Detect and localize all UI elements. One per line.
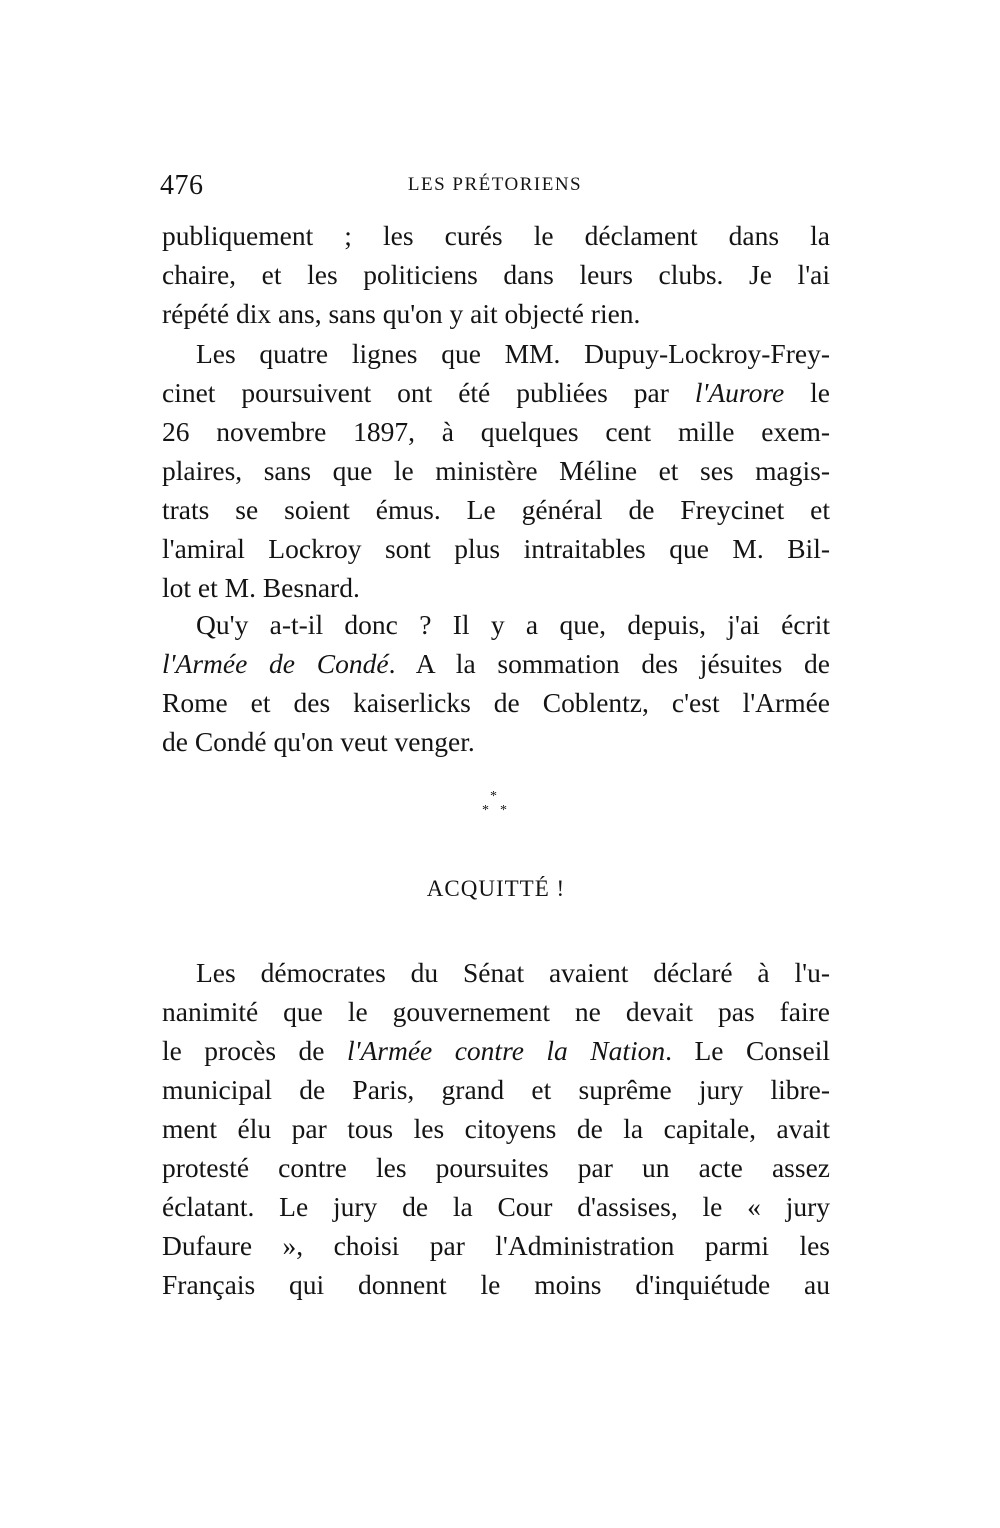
text-line: lot et M. Besnard. xyxy=(162,572,360,603)
paragraph-1 xyxy=(162,216,830,333)
running-title: LES PRÉTORIENS xyxy=(407,174,583,195)
text-line: chaire, et les politiciens dans leurs clubs. Je l'ai xyxy=(162,259,830,290)
text-line: Dufaure », choisi par l'Administration parmi les xyxy=(162,1230,830,1261)
text-line: 26 novembre 1897, à quelques cent mille exem- xyxy=(162,416,830,447)
text-fragment: . A la sommation des jésuites de xyxy=(388,648,831,679)
text-line: Rome et des kaiserlicks de Coblentz, c'est l'Armée xyxy=(162,687,830,718)
paragraph-3 xyxy=(162,605,830,761)
asterisk: * xyxy=(490,789,497,804)
asterisk: * xyxy=(500,803,507,818)
text-line: répété dix ans, sans qu'on y ait objecté rien. xyxy=(162,298,641,329)
italic-title: l'Armée contre la Nation xyxy=(346,1035,666,1066)
text-line xyxy=(162,1031,830,1070)
text-fragment: cinet poursuivent ont été publiées par xyxy=(162,377,695,408)
text-line: publiquement ; les curés le déclament dans la xyxy=(162,220,830,251)
text-line: trats se soient émus. Le général de Freycinet et xyxy=(162,494,830,525)
text-line: Qu'y a-t-il donc ? Il y a que, depuis, j'ai écrit xyxy=(196,609,830,640)
asterism-separator xyxy=(478,790,518,826)
text-line: de Condé qu'on veut venger. xyxy=(162,726,475,757)
text-line xyxy=(162,373,830,412)
text-fragment: le procès de xyxy=(162,1035,347,1066)
text-line: plaires, sans que le ministère Méline et ses magis- xyxy=(162,455,830,486)
italic-title: l'Aurore xyxy=(694,377,785,408)
text-line: l'amiral Lockroy sont plus intraitables que M. Bil- xyxy=(162,533,830,564)
paragraph-2 xyxy=(162,334,830,607)
text-line: municipal de Paris, grand et suprême jury libre- xyxy=(162,1074,830,1105)
text-line: nanimité que le gouvernement ne devait pas faire xyxy=(162,996,830,1027)
section-title: ACQUITTÉ ! xyxy=(426,876,566,901)
text-line: protesté contre les poursuites par un acte assez xyxy=(162,1152,830,1183)
text-line: ment élu par tous les citoyens de la capitale, avait xyxy=(162,1113,830,1144)
italic-title: l'Armée de Condé xyxy=(162,648,389,679)
text-line: Les démocrates du Sénat avaient déclaré à l'u- xyxy=(196,957,830,988)
text-line xyxy=(162,644,830,683)
text-fragment: . Le Conseil xyxy=(665,1035,830,1066)
text-fragment: le xyxy=(784,377,830,408)
page-number: 476 xyxy=(160,170,204,201)
page-header xyxy=(160,170,830,200)
text-line: éclatant. Le jury de la Cour d'assises, le « jury xyxy=(162,1191,830,1222)
asterisk: * xyxy=(482,803,489,818)
paragraph-4 xyxy=(162,953,830,1304)
text-line: Français qui donnent le moins d'inquiétude au xyxy=(162,1269,830,1300)
text-line: Les quatre lignes que MM. Dupuy-Lockroy-Frey- xyxy=(196,338,830,369)
